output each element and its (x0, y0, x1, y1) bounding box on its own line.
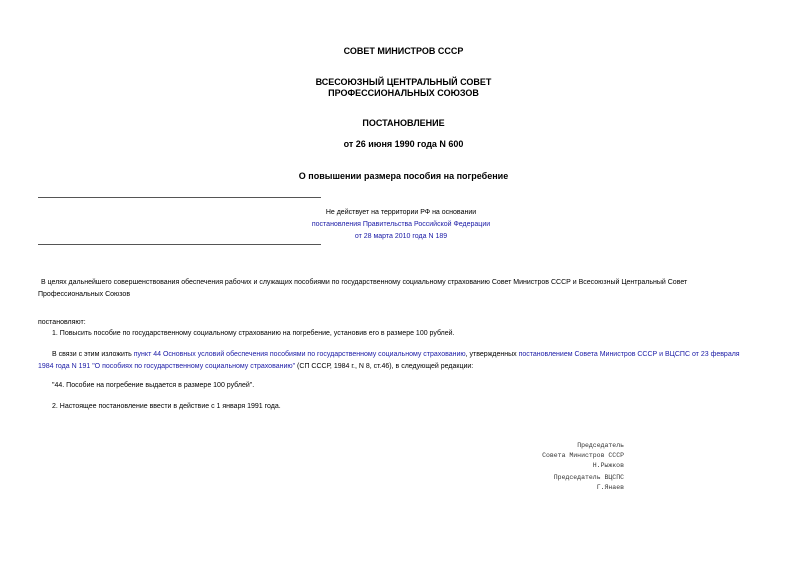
document-date: от 26 июня 1990 года N 600 (343, 139, 464, 149)
signature-name: Н.Рыжков (592, 462, 624, 469)
item-1: 1. Повысить пособие по государственному социальному страхованию на погребение, установив его в размере 100 рублей. (52, 330, 455, 337)
amendment-text-start: В связи с этим изложить (52, 351, 134, 358)
divider-bottom (38, 244, 321, 245)
signature-chairman-council (542, 441, 624, 471)
paragraph-amendment (38, 349, 807, 373)
link-clause-44[interactable]: пункт 44 Основных условий обеспечения пособиями по государственному социальному страхованию (133, 351, 466, 358)
resolve-text: постановляют: (38, 319, 86, 326)
preamble-line1: В целях дальнейшего совершенствования обеспечения рабочих и служащих пособиями по государственному социальному страхованию Совет Министров СССР и Всесоюзный Центральный Совет (41, 279, 688, 286)
divider-top (38, 197, 321, 198)
signature-title: Совета Министров СССР (542, 452, 624, 459)
status-notice (300, 207, 502, 243)
issuing-body-council-of-ministers: СОВЕТ МИНИСТРОВ СССР (343, 46, 464, 56)
issuing-body-trade-unions-line2: ПРОФЕССИОНАЛЬНЫХ СОЮЗОВ (328, 88, 479, 98)
signature-title: Председатель ВЦСПС (553, 474, 624, 481)
status-notice-link-line2[interactable]: от 28 марта 2010 года N 189 (354, 233, 448, 240)
document-title: О повышении размера пособия на погребение (298, 171, 509, 181)
status-notice-text: Не действует на территории РФ на основании (325, 209, 477, 216)
issuing-body-trade-unions-line1: ВСЕСОЮЗНЫЙ ЦЕНТРАЛЬНЫЙ СОВЕТ (315, 77, 492, 87)
signature-name: Г.Янаев (596, 484, 624, 491)
amendment-text-end: (СП СССР, 1984 г., N 8, ст.46), в следующей редакции: (295, 363, 474, 370)
signature-chairman-vcsps (554, 473, 624, 493)
preamble (38, 277, 687, 301)
amendment-text-mid: , утвержденных (465, 351, 519, 358)
document-type: ПОСТАНОВЛЕНИЕ (362, 118, 445, 128)
preamble-line2: Профессиональных Союзов (38, 291, 131, 298)
status-notice-link-line1[interactable]: постановления Правительства Российской Федерации (311, 221, 491, 228)
link-resolution-1984-part1[interactable]: постановлением Совета Министров СССР и ВЦСПС от 23 февраля (518, 351, 740, 358)
quoted-clause: "44. Пособие на погребение выдается в размере 100 рублей". (52, 382, 255, 389)
link-resolution-1984-part2[interactable]: 1984 года N 191 "О пособиях по государственному социальному страхованию" (38, 363, 296, 370)
signature-title: Председатель (577, 442, 624, 449)
item-2: 2. Настоящее постановление ввести в действие с 1 января 1991 года. (52, 403, 281, 410)
